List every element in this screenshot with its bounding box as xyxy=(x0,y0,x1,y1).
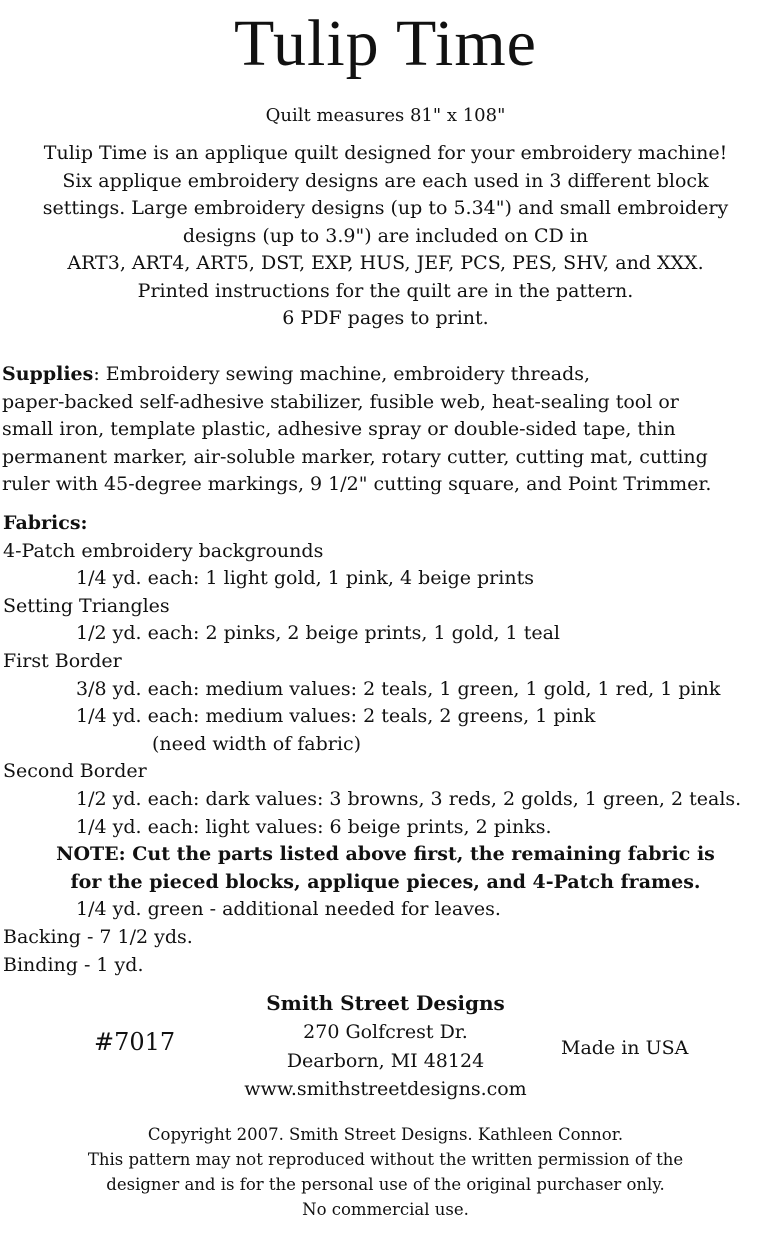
copyright-line: No commercial use. xyxy=(302,1200,469,1219)
fabric-item: 1/4 yd. each: light values: 6 beige prints, 2 pinks. xyxy=(76,815,552,838)
supplies-line: small iron, template plastic, adhesive spray or double-sided tape, thin xyxy=(2,418,676,441)
supplies-section xyxy=(2,361,771,499)
fabric-item-note: (need width of fabric) xyxy=(152,732,361,755)
intro-line: 6 PDF pages to print. xyxy=(282,307,489,329)
website-text: www.smithstreetdesigns.com xyxy=(244,1078,527,1100)
company-name: Smith Street Designs xyxy=(266,991,505,1015)
copyright-notice xyxy=(0,1122,771,1222)
supplies-label: Supplies xyxy=(2,363,94,385)
fabrics-heading: Fabrics: xyxy=(3,512,88,534)
fabric-category-second-border: Second Border xyxy=(3,760,147,783)
fabric-category-first-border: First Border xyxy=(3,649,122,672)
made-in-label: Made in USA xyxy=(561,1037,689,1059)
cutting-note-line: NOTE: Cut the parts listed above first, the remaining fabric is xyxy=(56,843,715,866)
supplies-text: : Embroidery sewing machine, embroidery threads, xyxy=(93,363,591,385)
supplies-line xyxy=(2,361,771,389)
copyright-line: Copyright 2007. Smith Street Designs. Kathleen Connor. xyxy=(147,1125,624,1144)
backing-requirement: Backing - 7 1/2 yds. xyxy=(3,925,193,948)
copyright-line: designer and is for the personal use of the original purchaser only. xyxy=(106,1175,665,1194)
address-city: Dearborn, MI 48124 xyxy=(286,1049,485,1072)
binding-requirement: Binding - 1 yd. xyxy=(3,953,144,976)
intro-line: settings. Large embroidery designs (up to 5.34") and small embroidery xyxy=(42,197,729,219)
intro-line: designs (up to 3.9") are included on CD in xyxy=(182,224,589,247)
quilt-measures: Quilt measures 81" x 108" xyxy=(265,105,506,126)
fabric-category-backgrounds: 4-Patch embroidery backgrounds xyxy=(3,539,324,562)
intro-line: Tulip Time is an applique quilt designed for your embroidery machine! xyxy=(43,142,728,164)
fabric-item: 1/4 yd. green - additional needed for leaves. xyxy=(76,898,501,921)
intro-description xyxy=(0,140,771,333)
fabric-item: 3/8 yd. each: medium values: 2 teals, 1 green, 1 gold, 1 red, 1 pink xyxy=(76,677,721,700)
intro-line: Six applique embroidery designs are each used in 3 different block xyxy=(62,169,709,192)
fabric-item: 1/2 yd. each: dark values: 3 browns, 3 reds, 2 golds, 1 green, 2 teals. xyxy=(76,787,742,810)
copyright-line: This pattern may not reproduced without the written permission of the xyxy=(87,1150,684,1169)
supplies-line: ruler with 45-degree markings, 9 1/2" cutting square, and Point Trimmer. xyxy=(2,473,712,496)
cutting-note-line: for the pieced blocks, applique pieces, and 4-Patch frames. xyxy=(70,870,701,893)
supplies-line: permanent marker, air-soluble marker, rotary cutter, cutting mat, cutting xyxy=(2,445,708,468)
supplies-line: paper-backed self-adhesive stabilizer, fusible web, heat-sealing tool or xyxy=(2,390,679,413)
fabrics-section xyxy=(3,510,771,979)
fabric-item: 1/4 yd. each: medium values: 2 teals, 2 greens, 1 pink xyxy=(76,705,596,728)
intro-line: Printed instructions for the quilt are in the pattern. xyxy=(137,279,634,302)
address-street: 270 Golfcrest Dr. xyxy=(303,1021,468,1043)
fabric-item: 1/2 yd. each: 2 pinks, 2 beige prints, 1 gold, 1 teal xyxy=(76,622,560,645)
intro-line: ART3, ART4, ART5, DST, EXP, HUS, JEF, PCS, PES, SHV, and XXX. xyxy=(67,252,704,274)
fabric-category-setting-triangles: Setting Triangles xyxy=(3,594,170,617)
fabric-item: 1/4 yd. each: 1 light gold, 1 pink, 4 beige prints xyxy=(76,567,534,590)
page-title: Tulip Time xyxy=(234,7,537,80)
pattern-number: #7017 xyxy=(94,1028,176,1056)
